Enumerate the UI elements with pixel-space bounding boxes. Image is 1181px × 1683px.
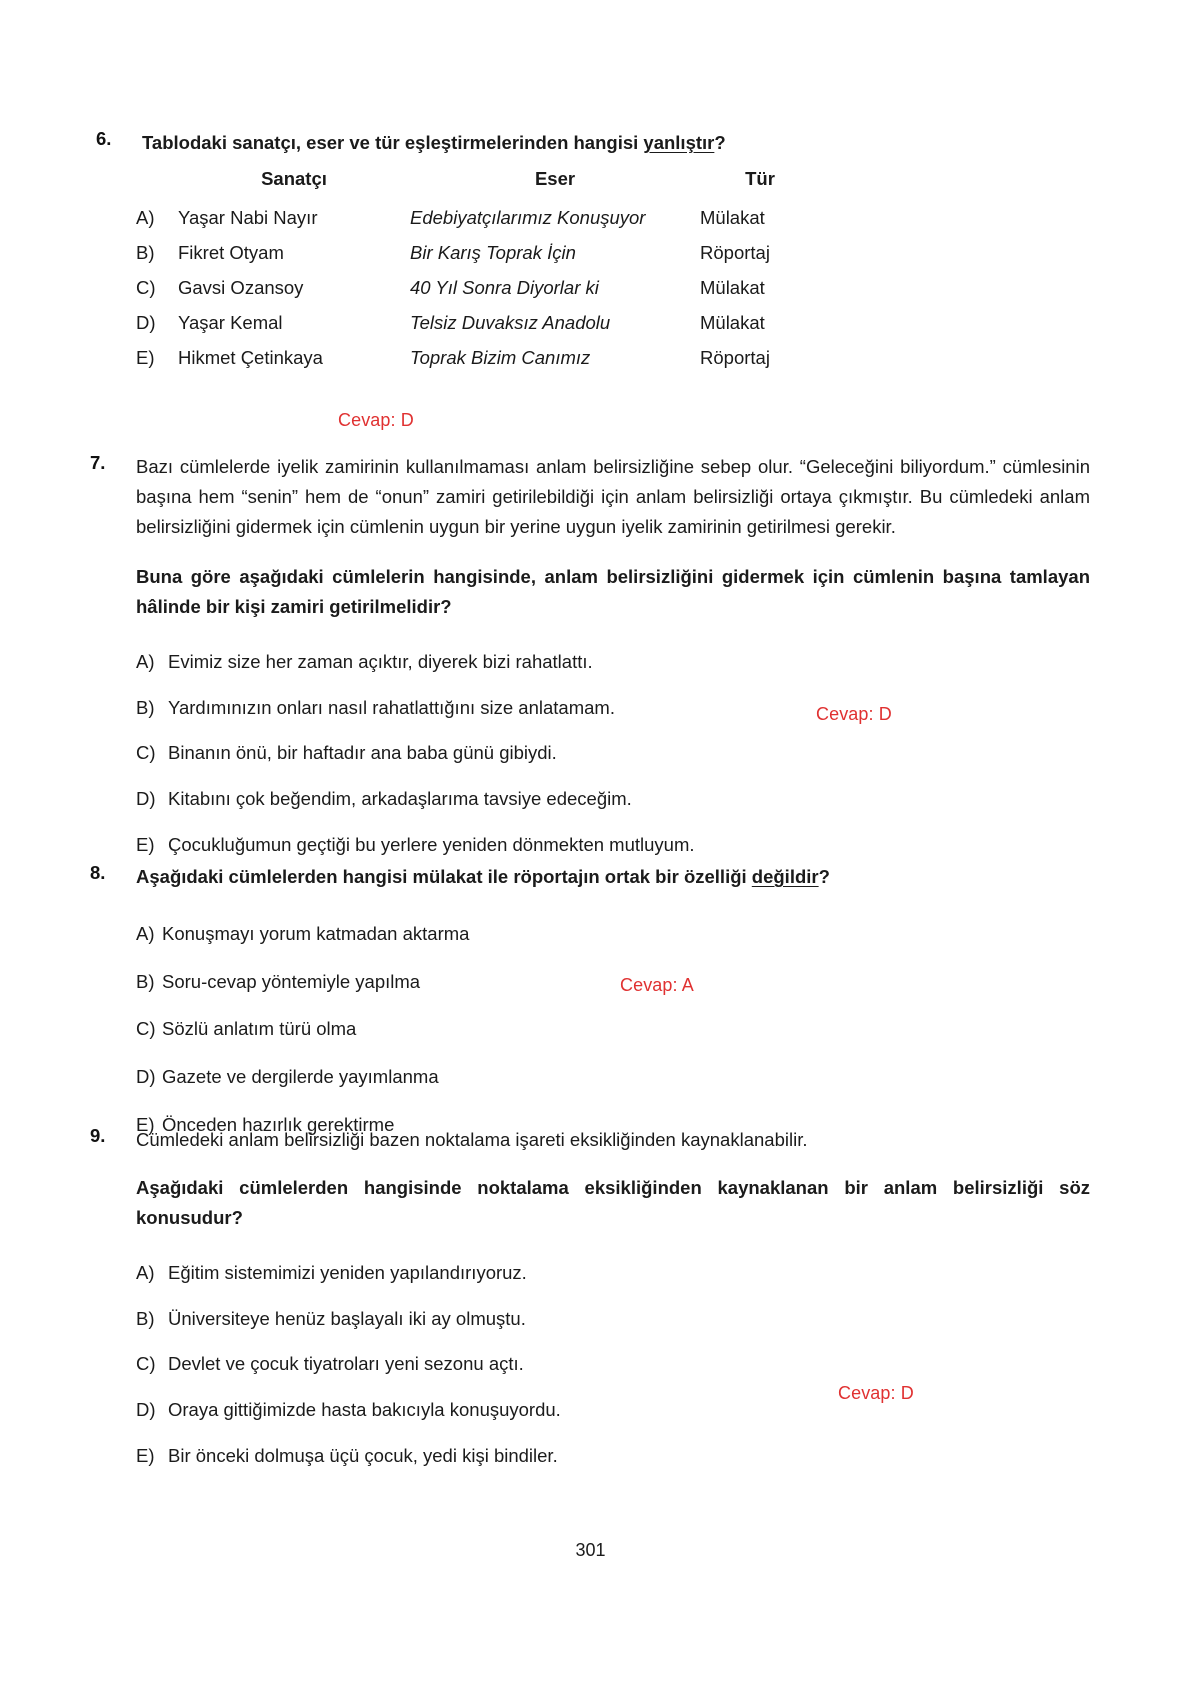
option-b[interactable] [136,1305,1090,1333]
option-b[interactable] [136,968,1090,996]
table-cell-type: Röportaj [700,242,770,263]
question-8-body [136,862,1090,1139]
question-8-number: 8. [90,862,106,883]
table-cell-work: 40 Yıl Sonra Diyorlar ki [410,277,599,298]
option-a-text: Eğitim sistemimizi yeniden yapılandırıyoruz. [168,1261,527,1283]
option-a[interactable] [136,648,1090,676]
page-number: 301 [575,1540,606,1560]
table-cell-type: Mülakat [700,207,765,228]
answer-key-question-7: Cevap: D [816,704,892,724]
option-b-text: Yardımınızın onları nasıl rahatlattığını size anlatamam. [168,696,615,718]
option-b-label: B) [136,1307,155,1329]
option-b-label: B) [136,970,155,992]
option-d-label: D) [136,1399,156,1421]
table-row [136,277,836,299]
question-9 [90,1125,1090,1488]
option-c-text: Binanın önü, bir haftadır ana baba günü gibiydi. [168,742,557,764]
question-7-paragraph: Bazı cümlelerde iyelik zamirinin kullanılmaması anlam belirsizliğine sebep olur. “Geleceğini biliyordum.” cümlesinin başına hem “senin” hem de “onun” zamiri getirilebildiği için anlam belirsizliği ortaya çıkmıştır. Bu cümledeki anlam belirsizliğini gidermek için cümlenin uygun bir yerine uygun iyelik zamirinin getirilmesi gerekir. [136,456,1090,537]
question-6-stem-underlined: yanlıştır [643,132,715,153]
table-header-artist: Sanatçı [261,168,327,189]
table-cell-type: Mülakat [700,312,765,333]
option-e-label: E) [136,1113,155,1135]
table-header-work: Eser [534,168,576,189]
table-cell-artist: Yaşar Kemal [178,312,283,333]
option-c-label: C) [136,1018,156,1040]
question-8-stem-suffix: ? [818,866,830,887]
table-cell-type: Röportaj [700,347,770,368]
table-cell-letter: E) [136,347,155,368]
table-cell-artist: Hikmet Çetinkaya [178,347,323,368]
option-a-label: A) [136,650,155,672]
option-c-text: Sözlü anlatım türü olma [162,1018,357,1040]
table-cell-work: Bir Karış Toprak İçin [410,242,576,263]
table-cell-letter: D) [136,312,156,333]
option-e-label: E) [136,1444,155,1466]
question-7-number: 7. [90,452,106,473]
table-header-type: Tür [745,168,775,189]
table-body [136,207,836,369]
question-8-options [136,920,1090,1139]
table-cell-work: Telsiz Duvaksız Anadolu [410,312,611,333]
option-e-label: E) [136,833,155,855]
question-6-stem-suffix: ? [714,132,726,153]
table-header-row [136,168,836,194]
option-d-text: Gazete ve dergilerde yayımlanma [162,1066,439,1088]
table-cell-letter: C) [136,277,156,298]
option-d-text: Kitabını çok beğendim, arkadaşlarıma tavsiye edeceğim. [168,788,632,810]
option-d[interactable] [136,1396,1090,1424]
question-9-body [136,1125,1090,1470]
table-header-spacer [136,168,178,172]
option-c[interactable] [136,1350,1090,1378]
question-7-options [136,648,1090,859]
answer-key-question-9: Cevap: D [838,1383,914,1403]
table-cell-work: Edebiyatçılarımız Konuşuyor [410,207,646,228]
question-9-options [136,1259,1090,1470]
table-row [136,347,836,369]
option-a-label: A) [136,922,155,944]
question-9-number: 9. [90,1125,106,1146]
option-c-label: C) [136,742,156,764]
answer-key-question-8: Cevap: A [620,975,694,995]
question-7 [90,452,1090,877]
option-e-text: Bir önceki dolmuşa üçü çocuk, yedi kişi bindiler. [168,1444,558,1466]
option-d-text: Oraya gittiğimizde hasta bakıcıyla konuşuyordu. [168,1399,561,1421]
answer-key-question-6: Cevap: D [338,410,414,430]
option-c-text: Devlet ve çocuk tiyatroları yeni sezonu açtı. [168,1353,524,1375]
question-9-directive: Aşağıdaki cümlelerden hangisinde noktalama eksikliğinden kaynaklanan bir anlam belirsizliği söz konusudur? [136,1176,1090,1228]
artist-work-genre-table [136,168,836,369]
option-a-text: Konuşmayı yorum katmadan aktarma [162,922,470,944]
question-6 [96,128,1086,158]
question-8 [90,862,1090,1159]
option-c-label: C) [136,1353,156,1375]
table-cell-letter: A) [136,207,155,228]
question-8-stem [136,862,1090,892]
option-e-text: Önceden hazırlık gerektirme [162,1113,395,1135]
question-6-stem [142,128,1086,158]
question-7-directive: Buna göre aşağıdaki cümlelerin hangisinde, anlam belirsizliğini gidermek için cümlenin başına tamlayan hâlinde bir kişi zamiri getirilmelidir? [136,565,1090,617]
question-9-paragraph: Cümledeki anlam belirsizliği bazen noktalama işareti eksikliğinden kaynaklanabilir. [136,1129,808,1150]
question-8-stem-prefix: Aşağıdaki cümlelerden hangisi mülakat ile röportajın ortak bir özelliği [136,866,752,887]
table-row [136,242,836,264]
table-cell-letter: B) [136,242,155,263]
question-6-number: 6. [96,128,112,149]
option-e[interactable] [136,831,1090,859]
option-a-text: Evimiz size her zaman açıktır, diyerek bizi rahatlattı. [168,650,593,672]
option-d[interactable] [136,785,1090,813]
table-cell-artist: Gavsi Ozansoy [178,277,304,298]
option-a[interactable] [136,920,1090,948]
option-e-text: Çocukluğumun geçtiği bu yerlere yeniden dönmekten mutluyum. [168,833,695,855]
table-cell-artist: Fikret Otyam [178,242,284,263]
table-row [136,207,836,229]
table-cell-artist: Yaşar Nabi Nayır [178,207,318,228]
table-cell-work: Toprak Bizim Canımız [410,347,591,368]
table-row [136,312,836,334]
option-b[interactable] [136,694,1090,722]
option-c[interactable] [136,1015,1090,1043]
option-a-label: A) [136,1261,155,1283]
option-b-text: Üniversiteye henüz başlayalı iki ay olmuştu. [168,1307,526,1329]
question-8-stem-underlined: değildir [751,866,819,887]
option-d-label: D) [136,1066,156,1088]
option-d-label: D) [136,788,156,810]
question-6-body [142,128,1086,158]
option-b-label: B) [136,696,155,718]
option-d[interactable] [136,1063,1090,1091]
table-cell-type: Mülakat [700,277,765,298]
option-b-text: Soru-cevap yöntemiyle yapılma [162,970,421,992]
option-c[interactable] [136,739,1090,767]
question-6-stem-prefix: Tablodaki sanatçı, eser ve tür eşleştirmelerinden hangisi [142,132,644,153]
question-7-body [136,452,1090,859]
option-a[interactable] [136,1259,1090,1287]
option-e[interactable] [136,1442,1090,1470]
